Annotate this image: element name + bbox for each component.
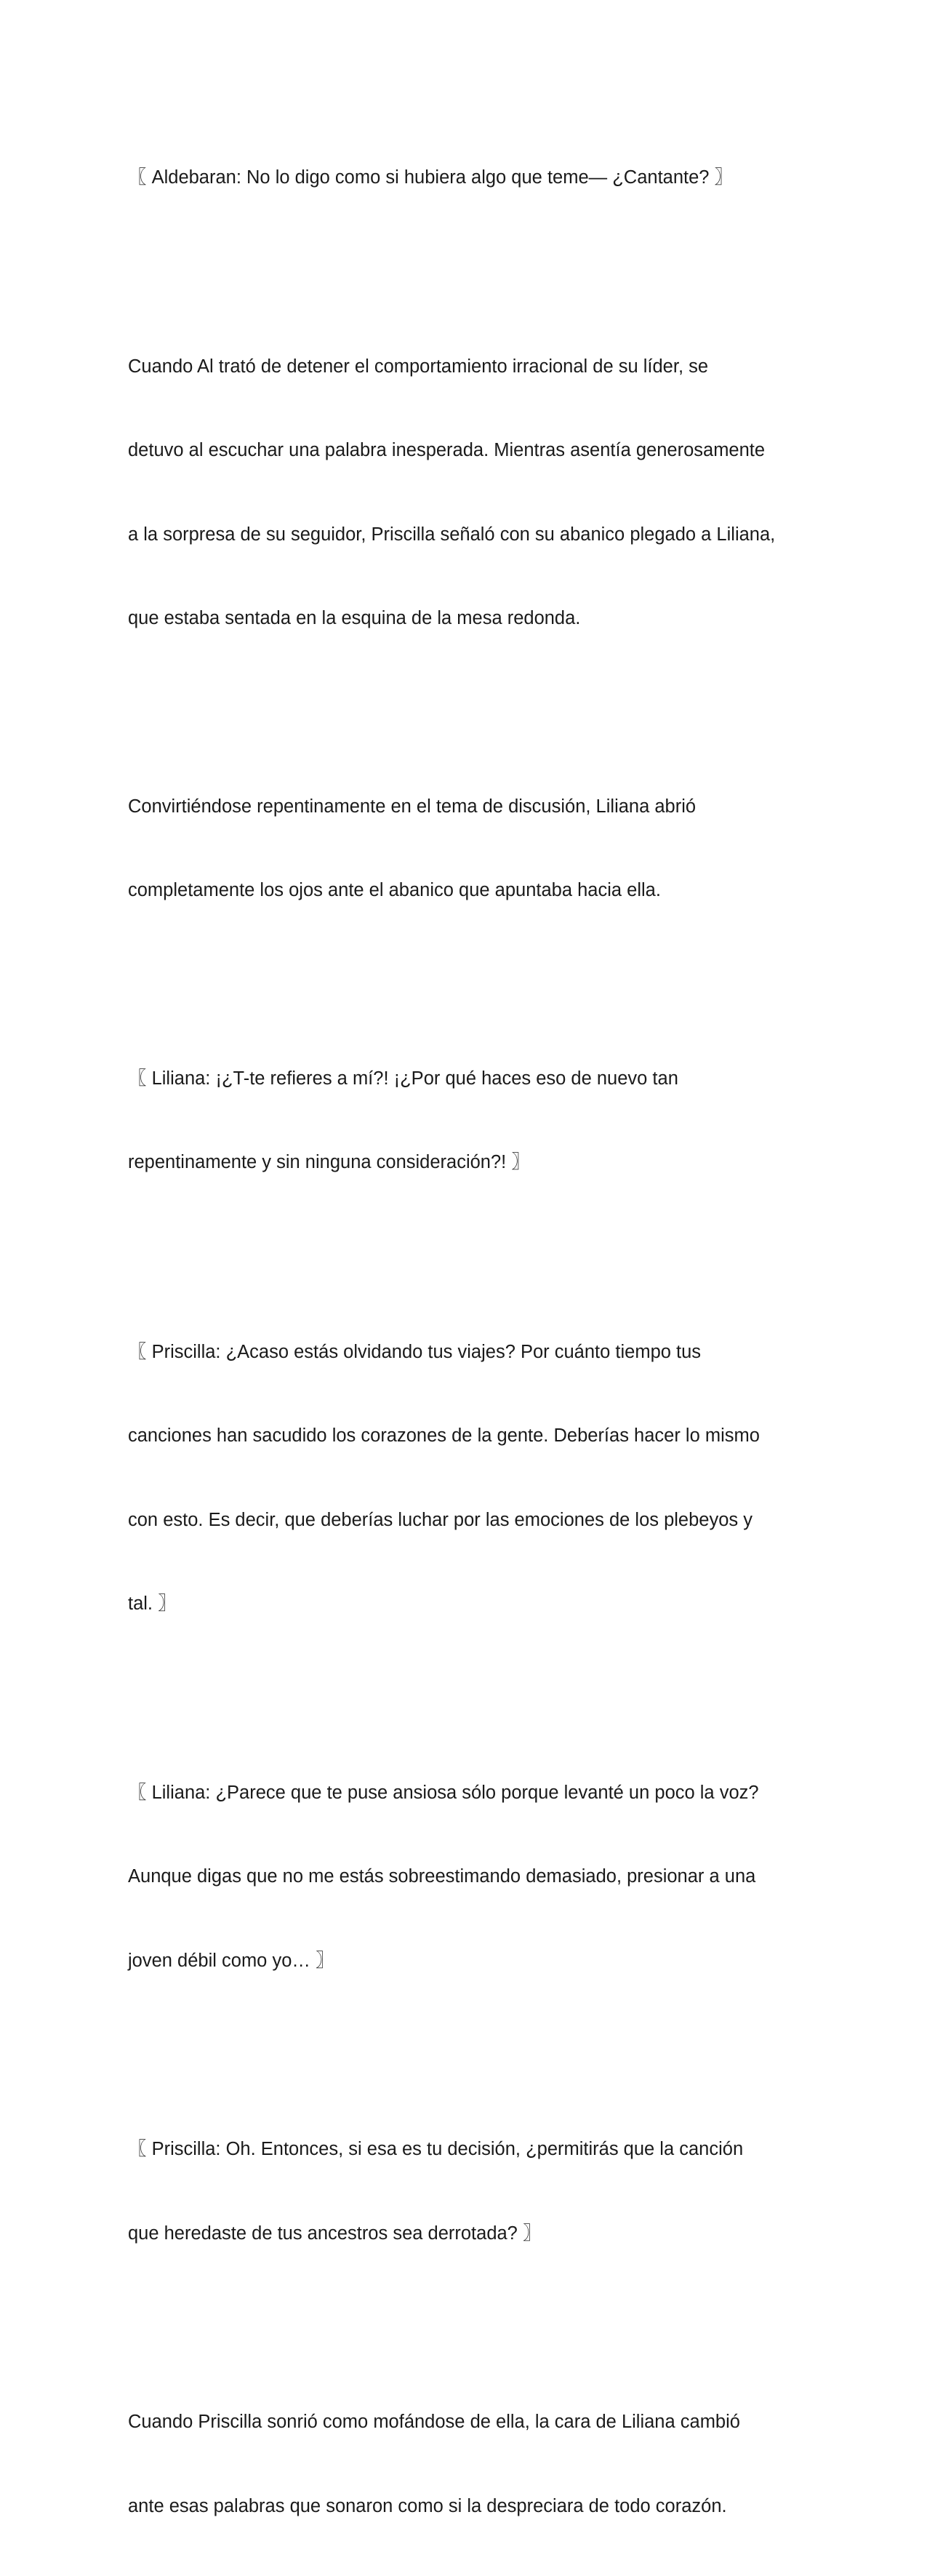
paragraph-liliana-dialogue-2: [128, 1723, 797, 2031]
text-line: Cuando Al trató de detener el comportamiento irracional de su líder, se: [128, 356, 709, 377]
text-line: 〖 Liliana: ¿Parece que te puse ansiosa sólo porque levanté un poco la voz?: [128, 1782, 759, 1803]
text-line: que heredaste de tus ancestros sea derrotada? 〗: [128, 2223, 542, 2244]
text-line: 〖 Aldebaran: No lo digo como si hubiera algo que teme— ¿Cantante? 〗: [128, 167, 734, 188]
paragraph-narration-liliana: [128, 737, 797, 961]
paragraph-narration-closing: [128, 2352, 797, 2576]
paragraph-aldebaran-dialogue: [128, 108, 797, 248]
paragraph-liliana-dialogue-1: [128, 1009, 797, 1233]
text-line: 〖 Liliana: ¡¿T-te refieres a mí?! ¡¿Por qué haces eso de nuevo tan: [128, 1068, 678, 1089]
text-line: joven débil como yo… 〗: [128, 1950, 334, 1971]
paragraph-priscilla-dialogue-1: [128, 1282, 797, 1674]
text-line: detuvo al escuchar una palabra inesperada. Mientras asentía generosamente: [128, 440, 766, 460]
text-line: con esto. Es decir, que deberías luchar por las emociones de los plebeyos y: [128, 1509, 753, 1530]
text-line: ante esas palabras que sonaron como si la despreciara de todo corazón.: [128, 2495, 727, 2516]
text-line: Aunque digas que no me estás sobreestimando demasiado, presionar a una: [128, 1866, 756, 1887]
text-line: canciones han sacudido los corazones de la gente. Deberías hacer lo mismo: [128, 1425, 760, 1446]
text-line: Cuando Priscilla sonrió como mofándose de ella, la cara de Liliana cambió: [128, 2412, 740, 2432]
paragraph-narration-al: [128, 297, 797, 689]
text-line: completamente los ojos ante el abanico que apuntaba hacia ella.: [128, 880, 661, 900]
text-line: 〖 Priscilla: ¿Acaso estás olvidando tus viajes? Por cuánto tiempo tus: [128, 1341, 702, 1362]
paragraph-priscilla-dialogue-2: [128, 2079, 797, 2303]
document-body: [128, 108, 797, 2576]
text-line: 〖 Priscilla: Oh. Entonces, si esa es tu decisión, ¿permitirás que la canción: [128, 2139, 744, 2159]
text-line: Convirtiéndose repentinamente en el tema de discusión, Liliana abrió: [128, 796, 697, 817]
text-line: que estaba sentada en la esquina de la mesa redonda.: [128, 608, 581, 628]
text-line: tal. 〗: [128, 1593, 177, 1614]
text-line: repentinamente y sin ninguna consideración?! 〗: [128, 1152, 530, 1172]
text-line: a la sorpresa de su seguidor, Priscilla señaló con su abanico plegado a Liliana,: [128, 524, 776, 545]
